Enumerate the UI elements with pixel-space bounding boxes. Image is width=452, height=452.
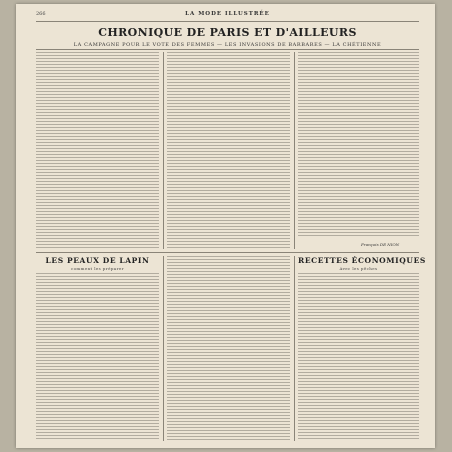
peaux-column-1 <box>36 273 159 441</box>
title-rule <box>36 49 419 50</box>
chronique-signature: François DE NION <box>361 242 400 247</box>
recettes-column-text <box>298 273 419 441</box>
section-rule <box>36 252 419 253</box>
column-divider-1 <box>163 52 164 249</box>
chronique-column-1 <box>36 52 159 249</box>
peaux-column-1-text <box>36 273 159 441</box>
chronique-subtitle: LA CAMPAGNE POUR LE VOTE DES FEMMES — LES INVASIONS DE BARBARES — LA CHÉTIENNE <box>73 42 382 48</box>
newspaper-page <box>16 4 435 448</box>
chronique-title: CHRONIQUE DE PARIS ET D'AILLEURS <box>98 26 357 39</box>
page-header <box>36 11 419 21</box>
peaux-column-2 <box>167 256 290 441</box>
recettes-subtitle: Avec les pêches <box>339 266 378 271</box>
chronique-column-3 <box>298 52 419 238</box>
masthead: LA MODE ILLUSTRÉE <box>185 11 270 17</box>
header-rule <box>36 21 419 22</box>
peaux-subtitle: comment les préparer <box>70 266 124 271</box>
column-divider-3 <box>163 256 164 441</box>
column-divider-2 <box>294 52 295 249</box>
peaux-title: LES PEAUX DE LAPIN <box>45 256 150 265</box>
recettes-column <box>298 273 419 441</box>
chronique-column-2 <box>167 52 290 249</box>
page-number: 266 <box>36 11 46 17</box>
chronique-column-2-text <box>167 52 290 249</box>
chronique-column-3-text <box>298 52 419 238</box>
recettes-title: RECETTES ÉCONOMIQUES <box>298 256 426 265</box>
peaux-column-2-text <box>167 256 290 441</box>
column-divider-4 <box>294 256 295 441</box>
chronique-column-1-text <box>36 52 159 249</box>
